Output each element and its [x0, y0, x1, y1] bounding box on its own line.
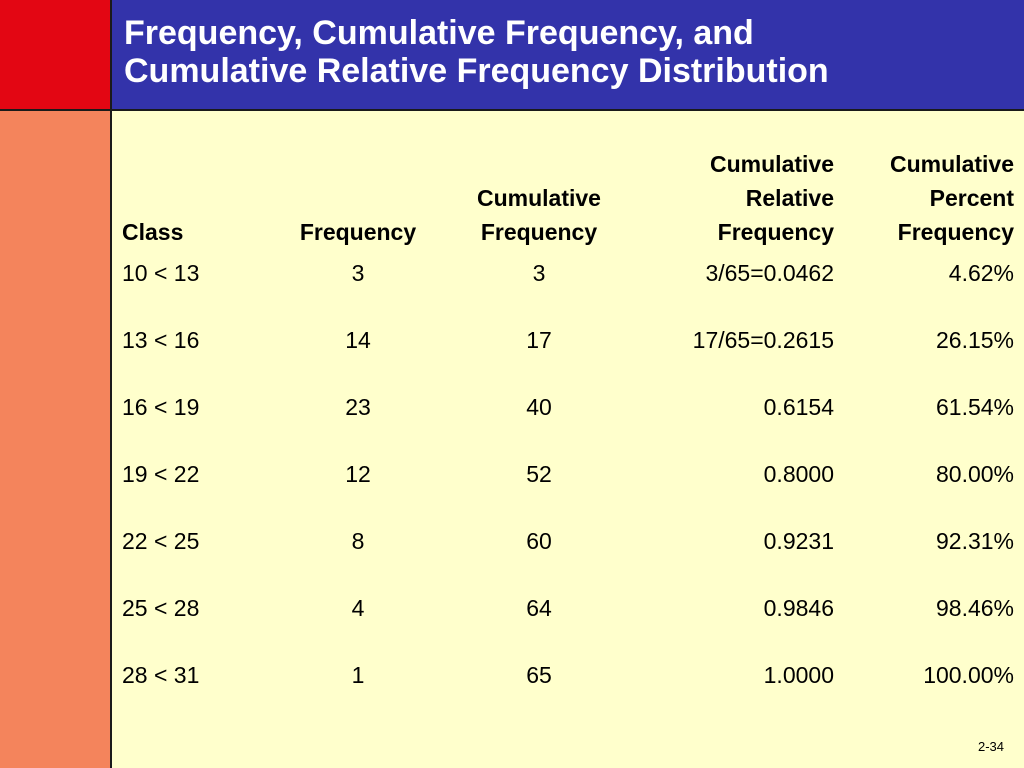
cell-cumulative-frequency: 65: [526, 662, 552, 688]
title-bar: [112, 0, 1024, 111]
cell-cumulative-frequency: 64: [526, 595, 552, 621]
cell-frequency: 12: [345, 461, 371, 487]
cell-class: 28 < 31: [122, 662, 200, 688]
cell-cumulative-frequency: 3: [532, 260, 546, 286]
header-cumulative-frequency: Cumulative Frequency: [477, 185, 601, 245]
table-row: [122, 322, 1014, 389]
cell-cumulative-relative-frequency: 0.9231: [763, 528, 834, 554]
header-class: Class: [122, 219, 184, 245]
cell-frequency: 1: [351, 662, 365, 688]
cell-cumulative-percent-frequency: 26.15%: [935, 327, 1014, 353]
cell-cumulative-percent-frequency: 98.46%: [935, 595, 1014, 621]
slide-title: Frequency, Cumulative Frequency, and Cumulative Relative Frequency Distribution: [124, 14, 829, 90]
header-cumulative-percent-frequency: Cumulative Percent Frequency: [890, 151, 1014, 245]
cell-cumulative-percent-frequency: 61.54%: [935, 394, 1014, 420]
cell-class: 16 < 19: [122, 394, 200, 420]
cell-frequency: 14: [345, 327, 371, 353]
cell-class: 10 < 13: [122, 260, 200, 286]
table-row: [122, 657, 1014, 724]
cell-cumulative-frequency: 60: [526, 528, 552, 554]
cell-frequency: 8: [351, 528, 365, 554]
cell-cumulative-percent-frequency: 4.62%: [948, 260, 1014, 286]
cell-cumulative-relative-frequency: 0.8000: [763, 461, 834, 487]
cell-cumulative-percent-frequency: 80.00%: [935, 461, 1014, 487]
cell-cumulative-relative-frequency: 1.0000: [763, 662, 834, 688]
cell-cumulative-relative-frequency: 3/65=0.0462: [705, 260, 834, 286]
cell-frequency: 3: [351, 260, 365, 286]
cell-cumulative-relative-frequency: 0.9846: [763, 595, 834, 621]
header-cumulative-relative-frequency: Cumulative Relative Frequency: [710, 151, 834, 245]
table-header-row: [122, 147, 1014, 255]
table-row: [122, 523, 1014, 590]
cell-class: 22 < 25: [122, 528, 200, 554]
cell-cumulative-frequency: 17: [526, 327, 552, 353]
cell-cumulative-frequency: 40: [526, 394, 552, 420]
side-bar: [0, 111, 112, 768]
corner-accent: [0, 0, 112, 111]
cell-class: 25 < 28: [122, 595, 200, 621]
cell-frequency: 4: [351, 595, 365, 621]
cell-class: 19 < 22: [122, 461, 200, 487]
table-row: [122, 255, 1014, 322]
cell-cumulative-relative-frequency: 17/65=0.2615: [692, 327, 834, 353]
slide-content: [112, 111, 1024, 768]
table-row: [122, 456, 1014, 523]
cell-frequency: 23: [345, 394, 371, 420]
cell-cumulative-relative-frequency: 0.6154: [763, 394, 834, 420]
table-row: [122, 590, 1014, 657]
cell-class: 13 < 16: [122, 327, 200, 353]
frequency-table: [122, 147, 1014, 724]
cell-cumulative-percent-frequency: 100.00%: [923, 662, 1014, 688]
slide-number: 2-34: [977, 739, 1004, 754]
cell-cumulative-percent-frequency: 92.31%: [935, 528, 1014, 554]
cell-cumulative-frequency: 52: [526, 461, 552, 487]
header-frequency: Frequency: [299, 219, 417, 245]
table-row: [122, 389, 1014, 456]
